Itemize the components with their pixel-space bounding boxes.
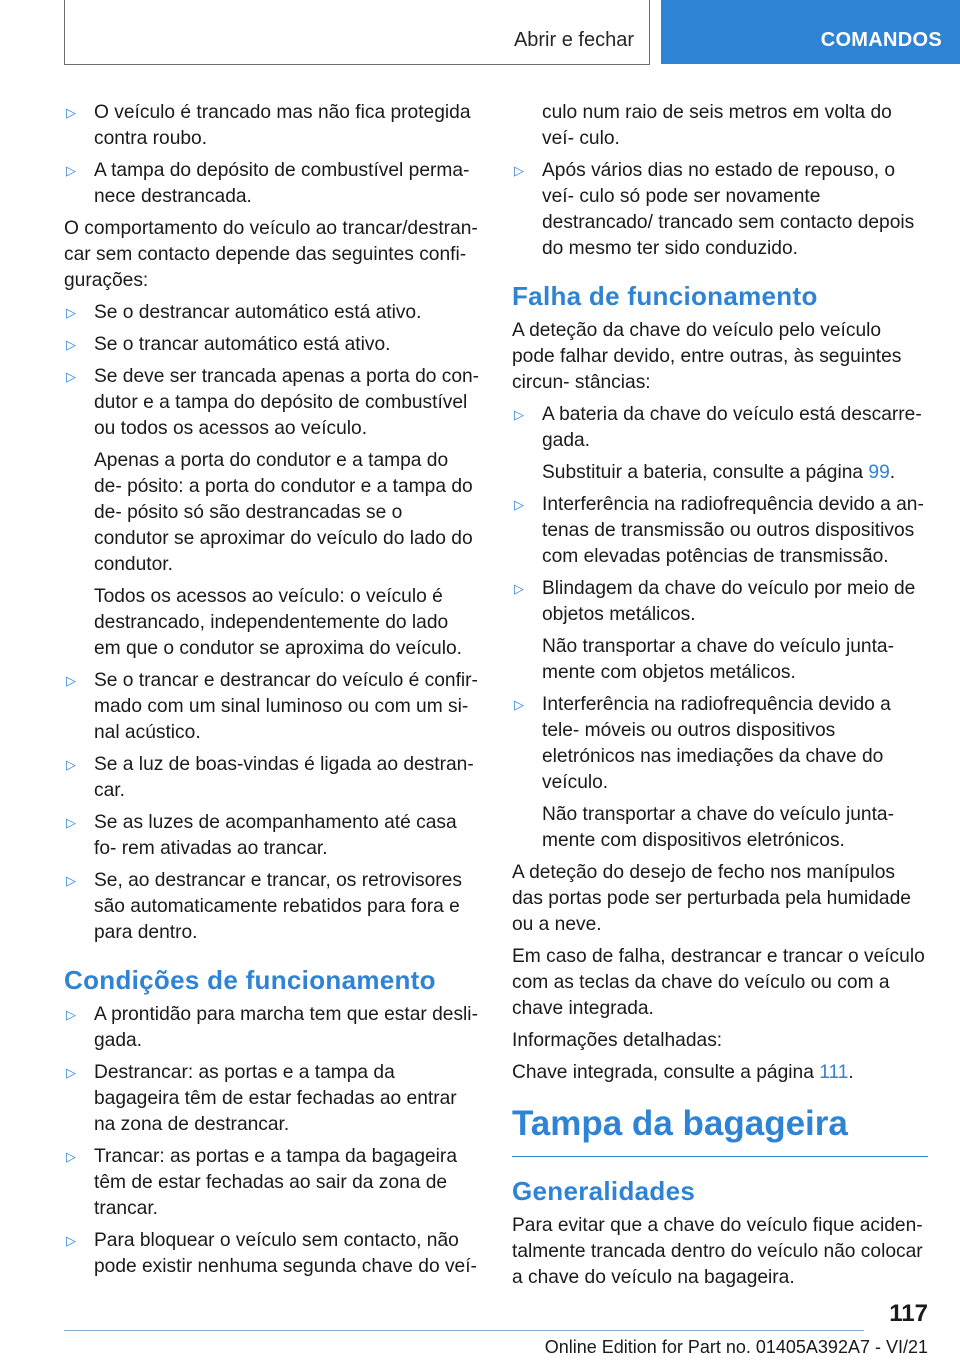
list-item: ▷ O veículo é trancado mas não fica protegida contra roubo. — [66, 102, 471, 149]
left-column — [64, 100, 480, 1286]
right-column — [512, 100, 928, 1297]
paragraph: Em caso de falha, destrancar e trancar o veículo com as teclas da chave do veículo ou com a chave integrada. — [512, 946, 925, 1019]
list-item: ▷ Após vários dias no estado de repouso, o veí- culo só pode ser novamente destrancado/ trancado sem contacto depois do mesmo ter sido conduzido. — [514, 160, 915, 259]
page-link-111[interactable]: 111 — [819, 1062, 849, 1083]
list-item: ▷ Trancar: as portas e a tampa da bagageira têm de estar fechadas ao sair da zona de trancar. — [66, 1146, 457, 1219]
list-item: ▷ Se as luzes de acompanhamento até casa fo- rem ativadas ao trancar. — [66, 812, 457, 859]
triangle-bullet-icon: ▷ — [66, 369, 76, 384]
chapter-tab[interactable] — [661, 0, 960, 64]
triangle-bullet-icon: ▷ — [66, 815, 76, 830]
paragraph: A deteção do desejo de fecho nos manípulos das portas pode ser perturbada pela humidade ou a neve. — [512, 862, 911, 935]
list-item: ▷ Destrancar: as portas e a tampa da bagageira têm de estar fechadas ao entrar na zona de destrancar. — [66, 1062, 457, 1135]
header-divider — [649, 0, 650, 64]
footer-rule — [64, 1330, 864, 1331]
paragraph: A deteção da chave do veículo pelo veículo pode falhar devido, entre outras, às seguintes circun- stâncias: — [512, 320, 902, 393]
list-item: ▷ Se o trancar e destrancar do veículo é confir- mado com um sinal luminoso ou com um si- nal acústico. — [66, 670, 478, 743]
heading-trunk-lid: Tampa da bagageira — [512, 1102, 928, 1157]
triangle-bullet-icon: ▷ — [66, 1065, 76, 1080]
list-item: ▷ Se, ao destrancar e trancar, os retrovisores são automaticamente rebatidos para fora e para dentro. — [66, 870, 462, 943]
list-item: ▷ Para bloquear o veículo sem contacto, não pode existir nenhuma segunda chave do veí- — [66, 1230, 477, 1277]
list-item-note: Substituir a bateria, consulte a página 99. — [542, 462, 896, 483]
page-link-99[interactable]: 99 — [868, 462, 890, 483]
triangle-bullet-icon: ▷ — [66, 337, 76, 352]
triangle-bullet-icon: ▷ — [66, 1007, 76, 1022]
triangle-bullet-icon: ▷ — [514, 497, 524, 512]
triangle-bullet-icon: ▷ — [66, 1233, 76, 1248]
paragraph: Para evitar que a chave do veículo fique aciden- talmente trancada dentro do veículo não colocar a chave do veículo na bagageira. — [512, 1215, 923, 1288]
chapter-tab-label: COMANDOS — [820, 29, 942, 51]
footer-edition: Online Edition for Part no. 01405A392A7 - VI/21 — [544, 1337, 928, 1357]
page-number: 117 — [889, 1300, 928, 1327]
list-item-note: Não transportar a chave do veículo junta- mente com dispositivos eletrónicos. — [542, 804, 894, 851]
header-bottom-rule — [64, 64, 650, 65]
paragraph: O comportamento do veículo ao trancar/destran- car sem contacto depende das seguintes confi- gurações: — [64, 218, 478, 291]
list-item: ▷ Se o destrancar automático está ativo. — [64, 300, 480, 326]
list-item-continuation: culo num raio de seis metros em volta do veí- culo. — [542, 102, 892, 149]
list-item-note: Não transportar a chave do veículo junta- mente com objetos metálicos. — [542, 636, 894, 683]
triangle-bullet-icon: ▷ — [66, 305, 76, 320]
list-item: ▷ Se deve ser trancada apenas a porta do con- dutor e a tampa do depósito de combustível ou todos os acessos ao veículo. — [66, 366, 480, 439]
list-item: ▷ A prontidão para marcha tem que estar desli- gada. — [66, 1004, 478, 1051]
heading-general: Generalidades — [512, 1176, 696, 1206]
list-item-note: Apenas a porta do condutor e a tampa do de- pósito: a porta do condutor e a tampa do de- pósito só são destrancadas se o condutor se aproximar do veículo do lado do condutor. — [94, 450, 473, 575]
triangle-bullet-icon: ▷ — [66, 1149, 76, 1164]
triangle-bullet-icon: ▷ — [514, 697, 524, 712]
paragraph: Chave integrada, consulte a página 111. — [512, 1062, 854, 1083]
list-item: ▷ Se o trancar automático está ativo. — [64, 332, 480, 358]
list-item: ▷ A bateria da chave do veículo está descarre- gada. — [514, 404, 922, 451]
triangle-bullet-icon: ▷ — [66, 873, 76, 888]
list-item-note: Todos os acessos ao veículo: o veículo é destrancado, independentemente do lado em que o condutor se aproxima do veículo. — [94, 586, 462, 659]
triangle-bullet-icon: ▷ — [66, 105, 76, 120]
header-left-rule — [64, 0, 65, 64]
triangle-bullet-icon: ▷ — [66, 757, 76, 772]
list-item: ▷ Se a luz de boas-vindas é ligada ao destran- car. — [66, 754, 474, 801]
triangle-bullet-icon: ▷ — [66, 163, 76, 178]
triangle-bullet-icon: ▷ — [514, 163, 524, 178]
paragraph: Informações detalhadas: — [512, 1030, 723, 1051]
list-item: ▷ Interferência na radiofrequência devido a an- tenas de transmissão ou outros dispositivos com elevadas potências de transmissão. — [514, 494, 924, 567]
list-item: ▷ Interferência na radiofrequência devido a tele- móveis ou outros dispositivos eletrónicos nas imediações da chave do veículo. — [514, 694, 891, 793]
section-title: Abrir e fechar — [513, 29, 634, 51]
list-item: ▷ Blindagem da chave do veículo por meio de objetos metálicos. — [514, 578, 916, 625]
heading-malfunction: Falha de funcionamento — [512, 281, 818, 311]
triangle-bullet-icon: ▷ — [514, 407, 524, 422]
list-item: ▷ A tampa do depósito de combustível perma- nece destrancada. — [66, 160, 470, 207]
triangle-bullet-icon: ▷ — [66, 673, 76, 688]
triangle-bullet-icon: ▷ — [514, 581, 524, 596]
heading-conditions: Condições de funcionamento — [64, 965, 436, 995]
